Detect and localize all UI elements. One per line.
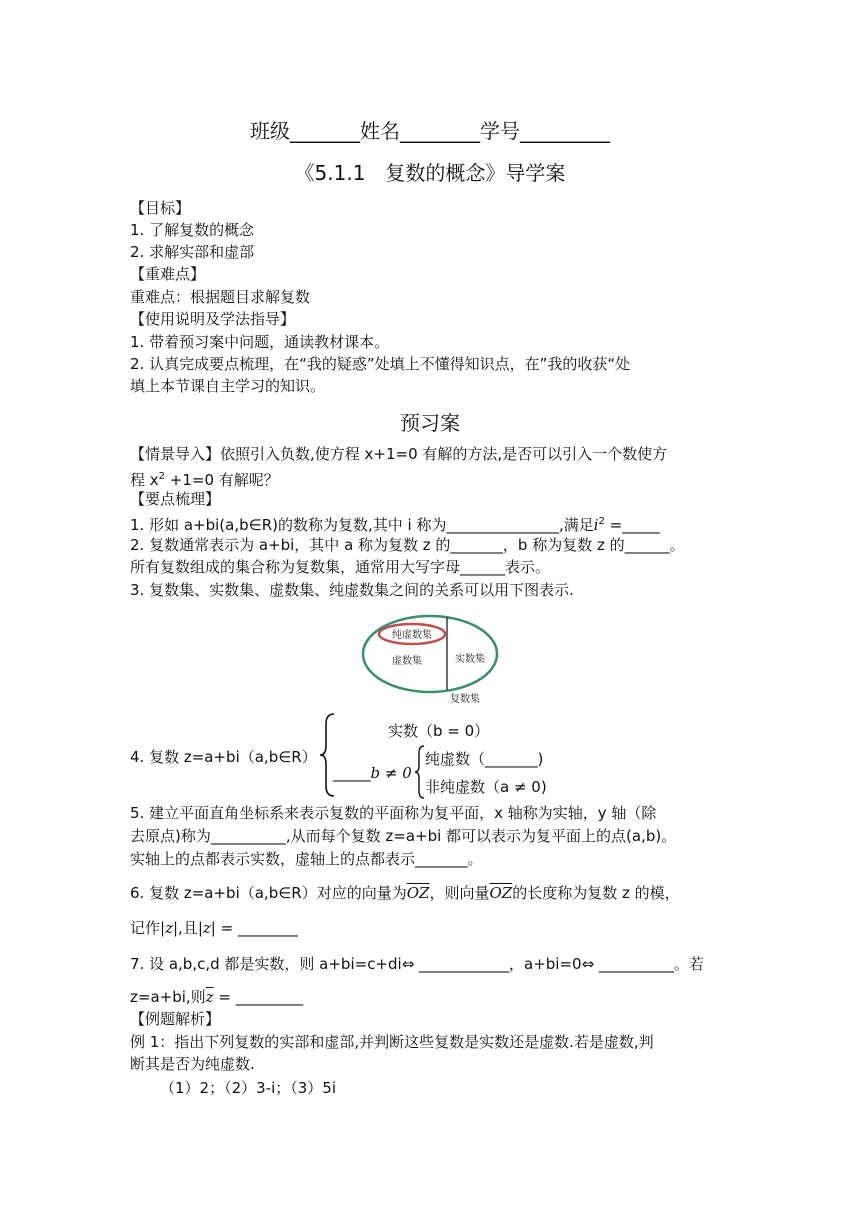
section-title-preview: 预习案 — [400, 411, 460, 435]
keypoint-5-line3: 实轴上的点都表示实数，虚轴上的点都表示_______。 — [130, 850, 483, 868]
goal-item-1: 1. 了解复数的概念 — [130, 221, 255, 239]
class-non-pure-imag: 非纯虚数（a ≠ 0) — [425, 778, 547, 796]
outer-brace — [318, 712, 340, 798]
keypoint-4-prefix: 4. 复数 z=a+bi（a,b∈R） — [130, 748, 317, 766]
complex-set-label: 复数集 — [450, 694, 480, 705]
example-1-line2: 断其是否为纯虚数. — [130, 1055, 255, 1073]
example-1-items: （1）2；（2）3-i；（3）5i — [160, 1079, 337, 1097]
difficulty-text: 重难点：根据题目求解复数 — [130, 288, 311, 306]
keypoints-heading: 【要点梳理】 — [130, 490, 221, 508]
keypoint-2-line1: 2. 复数通常表示为 a+bi，其中 a 称为复数 z 的_______，b 称为复数 z 的______。 — [130, 536, 685, 554]
class-pure-imag: 纯虚数（_______) — [425, 750, 544, 768]
student-info-header: 班级_______姓名________学号_________ — [250, 119, 610, 143]
page-title: 《5.1.1 复数的概念》导学案 — [294, 161, 566, 185]
instruction-item-2-line1: 2. 认真完成要点梳理，在“我的疑惑”处填上不懂得知识点，在”我的收获“处 — [130, 355, 631, 373]
keypoint-6-line2: 记作|z|,且|z| = ________ — [130, 919, 298, 937]
imag-set-label: 虚数集 — [392, 656, 422, 667]
keypoint-1: 1. 形如 a+bi(a,b∈R)的数称为复数,其中 i 称为_______________,满足$i^2$ =_____ — [130, 516, 660, 534]
complex-set-diagram — [355, 612, 505, 707]
goals-heading: 【目标】 — [130, 199, 191, 217]
real-set-label: 实数集 — [455, 654, 485, 665]
instructions-heading: 【使用说明及学法指导】 — [130, 310, 296, 328]
goal-item-2: 2. 求解实部和虚部 — [130, 243, 255, 261]
instruction-item-2-line2: 填上本节课自主学习的知识。 — [130, 377, 326, 395]
class-imag-cond: _____b ≠ 0 — [333, 764, 412, 782]
keypoint-7-line1: 7. 设 a,b,c,d 都是实数，则 a+bi=c+di⇔ ____________，a+bi=0⇔ __________。若 — [130, 955, 704, 973]
example-1-line1: 例 1：指出下列复数的实部和虚部,并判断这些复数是实数还是虚数.若是虚数,判 — [130, 1033, 654, 1051]
keypoint-3: 3. 复数集、实数集、虚数集、纯虚数集之间的关系可以用下图表示. — [130, 581, 574, 599]
keypoint-7-line2: z=a+bi,则$\overline{z}$ = _________ — [130, 988, 304, 1006]
examples-heading: 【例题解析】 — [130, 1010, 221, 1028]
keypoint-5-line1: 5. 建立平面直角坐标系来表示复数的平面称为复平面，x 轴称为实轴，y 轴（除 — [130, 804, 657, 822]
intro-line1: 【情景导入】依照引入负数,使方程 x+1=0 有解的方法,是否可以引入一个数使方 — [130, 445, 668, 463]
pure-imag-set-label: 纯虚数集 — [392, 630, 432, 641]
intro-line2: 程 $x^2 +1=0$ 有解呢？ — [130, 471, 279, 489]
class-real: 实数（b = 0） — [388, 722, 490, 740]
keypoint-5-line2: 去原点)称为__________,从而每个复数 z=a+bi 都可以表示为复平面上的点(a,b)。 — [130, 827, 677, 845]
keypoint-2-line2: 所有复数组成的集合称为复数集，通常用大写字母______表示。 — [130, 558, 551, 576]
instruction-item-1: 1. 带着预习案中问题，通读教材课本。 — [130, 333, 390, 351]
difficulty-heading: 【重难点】 — [130, 265, 206, 283]
keypoint-6-line1: 6. 复数 z=a+bi（a,b∈R）对应的向量为$\overline{OZ}$，则向量$\overline{OZ}$的长度称为复数 z 的模， — [130, 884, 680, 902]
